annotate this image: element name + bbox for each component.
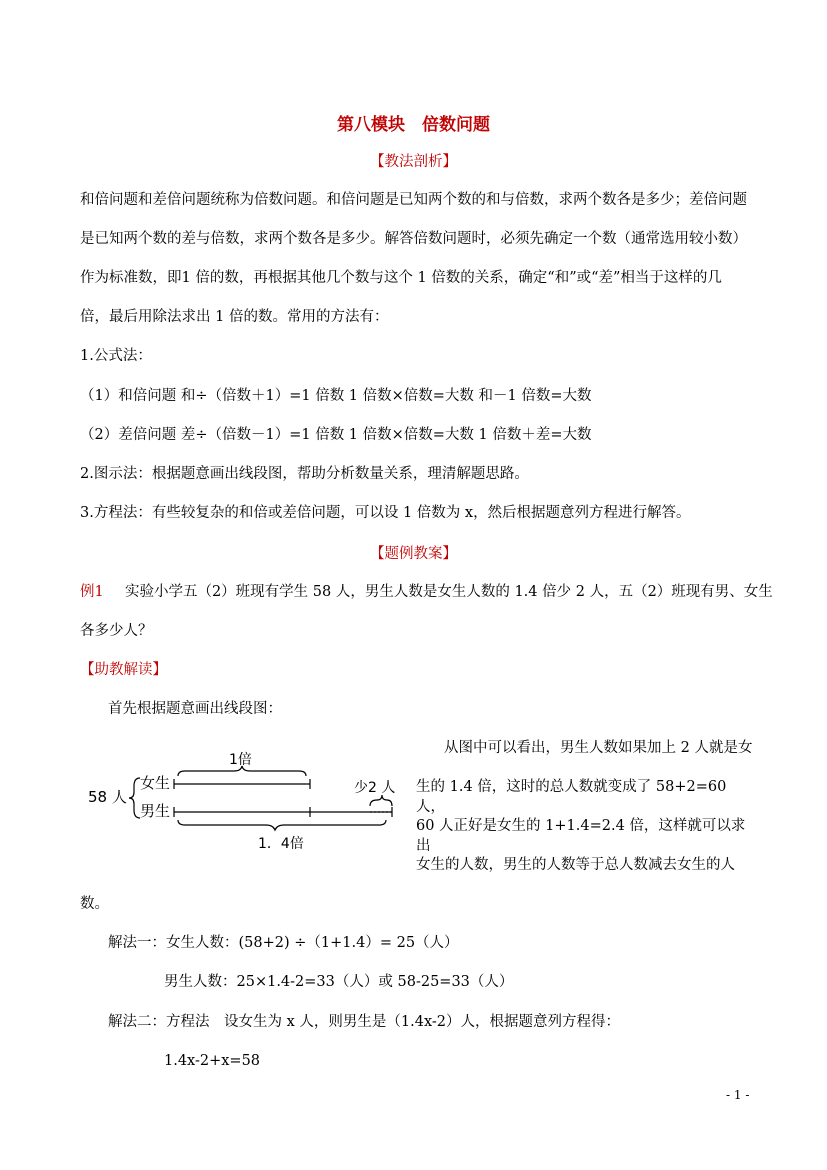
line-segment-diagram [82, 748, 412, 858]
diagram-bottom-brace [178, 820, 386, 830]
diagram-girls-label: 女生 [140, 774, 171, 792]
page-number: - 1 - [726, 1088, 750, 1102]
assist-heading: 【助教解读】 [80, 662, 167, 678]
diagram-less-two-label: 少2 人 [354, 780, 396, 796]
assist-tail: 数。 [80, 896, 109, 912]
formula-diff-times: （2）差倍问题 差÷（倍数－1）=1 倍数 1 倍数×倍数=大数 1 倍数＋差=大数 [80, 427, 592, 443]
solution-1-line-1: 解法一：女生人数：(58+2) ÷（1+1.4）= 25（人） [108, 935, 459, 951]
assist-right-line-3: 60 人正好是女生的 1+1.4=2.4 倍，这样就可以求出 [416, 818, 746, 854]
intro-line-3: 作为标准数，即1 倍的数，再根据其他几个数与这个 1 倍数的关系，确定“和”或“差”相当于这样的几 [80, 270, 722, 286]
assist-first-line: 首先根据题意画出线段图： [108, 701, 282, 717]
intro-line-4: 倍，最后用除法求出 1 倍的数。常用的方法有： [80, 309, 389, 325]
diagram-one-times-label: 1倍 [229, 752, 252, 768]
diagram-small-brace [370, 795, 392, 806]
diagram-times-label: 1．4倍 [258, 836, 304, 852]
solution-2-line-1: 解法二：方程法 设女生为 x 人，则男生是（1.4x-2）人，根据题意列方程得： [108, 1014, 621, 1030]
diagram-left-brace [129, 778, 140, 818]
solution-1-line-2: 男生人数：25×1.4-2=33（人）或 58-25=33（人） [164, 974, 514, 990]
example-1-line-1 [80, 582, 773, 602]
page-title: 第八模块 倍数问题 [337, 115, 490, 135]
intro-line-1: 和倍问题和差倍问题统称为倍数问题。和倍问题是已知两个数的和与倍数，求两个数各是多少；差倍问题 [80, 192, 747, 208]
example-1-label: 例1 [80, 584, 104, 600]
diagram-boys-label: 男生 [140, 802, 171, 820]
example-1-line-2: 各多少人？ [80, 623, 153, 639]
equation-method: 3.方程法：有些较复杂的和倍或差倍问题，可以设 1 倍数为 x，然后根据题意列方程进行解答。 [80, 505, 691, 521]
assist-right-line-1: 从图中可以看出，男生人数如果加上 2 人就是女 [444, 740, 753, 756]
examples-heading: 【题例教案】 [370, 546, 457, 562]
solution-2-line-2: 1.4x-2+x=58 [164, 1053, 261, 1069]
intro-line-2: 是已知两个数的差与倍数，求两个数各是多少。解答倍数问题时，必须先确定一个数（通常选用较小数） [80, 231, 747, 247]
example-1-text-1: 实验小学五（2）班现有学生 58 人，男生人数是女生人数的 1.4 倍少 2 人，五（2）班现有男、女生 [124, 584, 773, 600]
assist-right-line-2: 生的 1.4 倍，这时的总人数就变成了 58+2=60 人， [416, 779, 727, 815]
assist-right-line-4: 女生的人数，男生的人数等于总人数减去女生的人 [416, 857, 735, 873]
teaching-heading: 【教法剖析】 [370, 154, 457, 170]
formula-method-title: 1.公式法： [80, 348, 152, 364]
diagram-method: 2.图示法：根据题意画出线段图，帮助分析数量关系，理清解题思路。 [80, 466, 529, 482]
diagram-total-label: 58 人 [88, 788, 127, 806]
formula-sum-times: （1）和倍问题 和÷（倍数＋1）=1 倍数 1 倍数×倍数=大数 和－1 倍数=大数 [80, 388, 592, 404]
